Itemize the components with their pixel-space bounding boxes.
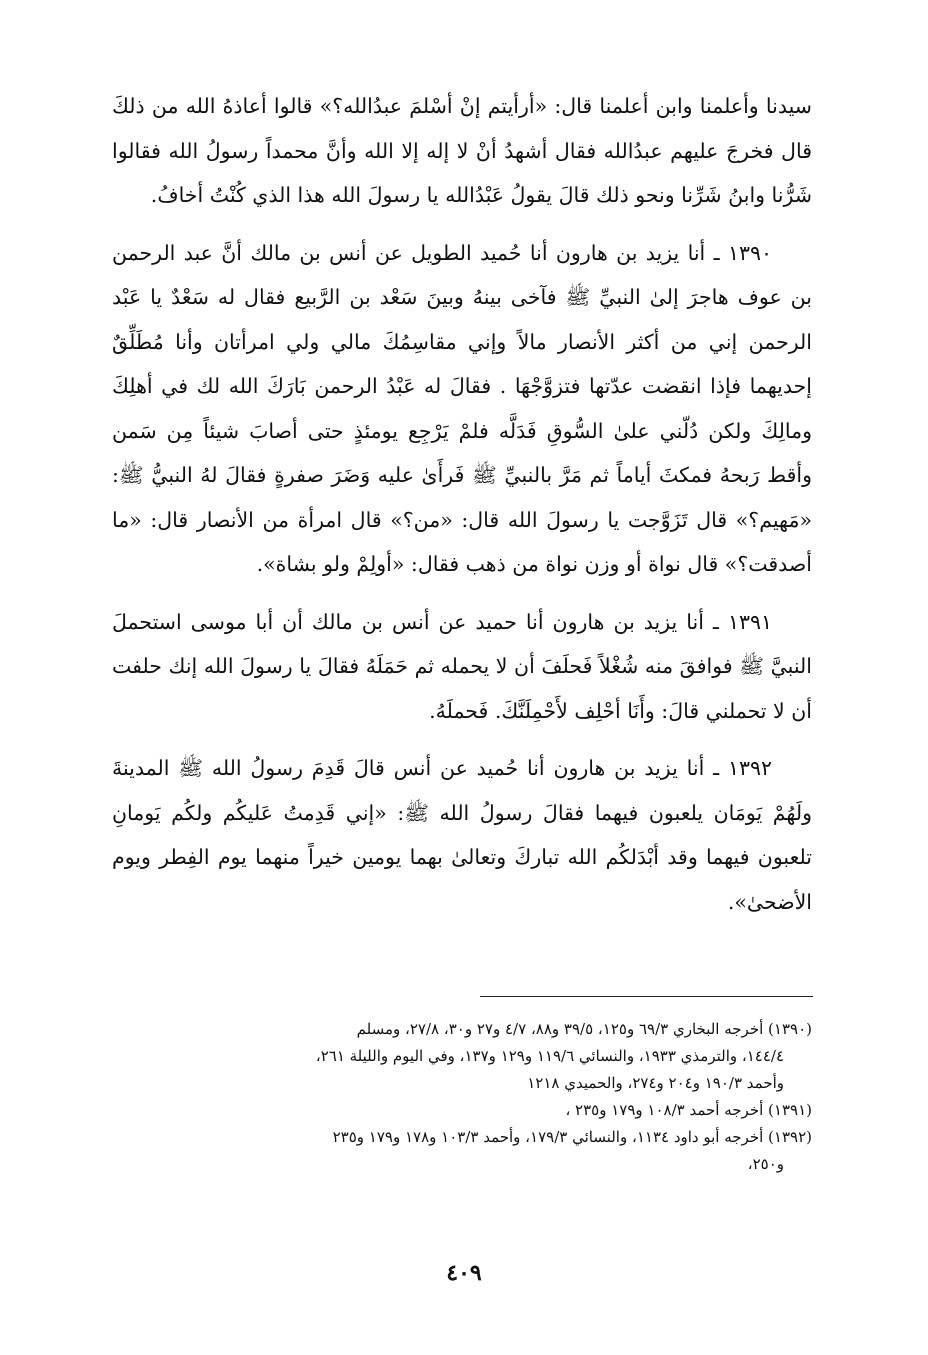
hadith-1392: ١٣٩٢ ـ أنا يزيد بن هارون أنا حُميد عن أنس قالَ قَدِمَ رسولُ الله ﷺ المدينةَ ولَهُمْ يَومَان يلعبون فيهما فقالَ رسولُ الله ﷺ: «إني قَدِمتُ عَليكُم ولكُم يَومانِ تلعبون فيهما وقد أبْدَلكُم الله تباركَ وتعالىٰ بهما يومين خيراً منهما يوم الفِطر ويوم الأضحىٰ». [112, 756, 812, 914]
footnotes [112, 1016, 812, 1178]
footnote-1391 [112, 1097, 812, 1124]
footnote-line: أخرجه البخاري ٦٩/٣ و١٢٥، ٣٩/٥ و٨٨، ٤/٧ و٢٧ و٣٠، ٢٧/٨، ومسلم [356, 1020, 764, 1038]
footnote-ref: (١٣٩١) [768, 1101, 812, 1119]
footnote-ref: (١٣٩٠) [768, 1020, 812, 1038]
hadith-1391: ١٣٩١ ـ أنا يزيد بن هارون أنا حميد عن أنس بن مالك أن أبا موسى استحملَ النبيَّ ﷺ فوافقَ منه شُغْلاً فَحلَفَ أن لا يحمله ثم حَمَلَهُ فقالَ يا رسولَ الله إنك حلفت أن لا تحملني قالَ: وأَنَا أحْلِف لأَحْمِلَنَّكَ. فَحملَهُ. [112, 609, 812, 723]
footnote-divider [480, 996, 813, 997]
footnote-line: ١٤٤/٤، والترمذي ١٩٣٣، والنسائي ١١٩/٦ و١٢٩ و١٣٧، وفي اليوم والليلة ٢٦١، [315, 1047, 784, 1065]
footnote-1392 [112, 1124, 812, 1178]
page-number: ٤٠٩ [446, 1260, 482, 1286]
main-text [112, 84, 812, 924]
footnote-line: أخرجه أبو داود ١١٣٤، والنسائي ١٧٩/٣، وأحمد ١٠٣/٣ و١٧٨ و١٧٩ و٢٣٥ [332, 1128, 764, 1146]
hadith-1390: ١٣٩٠ ـ أنا يزيد بن هارون أنا حُميد الطويل عن أنس بن مالك أنَّ عبد الرحمن بن عوف هاجرَ إلىٰ النبيِّ ﷺ فآخى بينهُ وبينَ سَعْد بن الرَّبيع فقال له سَعْدٌ يا عَبْد الرحمن إني من أكثر الأنصار مالاً وإني مقاسِمُكَ مالي ولي امرأتان وأنا مُطَلِّقٌ إحديهما فإذا انقضت عدّتها فتزوَّجْهَا . فقالَ له عَبْدُ الرحمن بَارَكَ الله لك في أهلِكَ ومالِكَ ولكن دُلّني علىٰ السُّوقِ فَدَلَّه فلمْ يَرْجِع يومئذٍ حتى أصابَ شيئاً مِن سَمن وأقط رَبحهُ فمكثَ أياماً ثم مَرَّ بالنبيِّ ﷺ فَرأَىٰ عليه وَضَرَ صفرةٍ فقالَ لهُ النبيُّ ﷺ: «مَهيم؟» قال تَزَوَّجت يا رسولَ الله قال: «من؟» قال امرأة من الأنصار قال: «ما أصدقت؟» قال نواة أو وزن نواة من ذهب فقال: «أولِمْ ولو بشاة». [112, 240, 812, 576]
footnote-1390 [112, 1016, 812, 1097]
footnote-ref: (١٣٩٢) [768, 1128, 812, 1146]
footnote-line: أخرجه أحمد ١٠٨/٣ و١٧٩ و٢٣٥ ، [565, 1101, 764, 1119]
intro-paragraph: سيدنا وأعلمنا وابن أعلمنا قال: «أرأيتم إنْ أسْلمَ عبدُالله؟» قالوا أعاذهُ الله من ذلكَ قال فخرجَ عليهم عبدُالله فقال أشهدُ أنْ لا إله إلا الله وأنَّ محمداً رسولُ الله فقالوا شَرُّنا وابنُ شَرِّنا ونحو ذلك قالَ يقولُ عَبْدُالله يا رسولَ الله هذا الذي كُنْتُ أخافُ. [112, 94, 812, 207]
footnote-line: و٢٥٠، [747, 1155, 784, 1173]
footnote-line: وأحمد ١٩٠/٣ و٢٠٤ و٢٧٤، والحميدي ١٢١٨ [527, 1074, 784, 1092]
